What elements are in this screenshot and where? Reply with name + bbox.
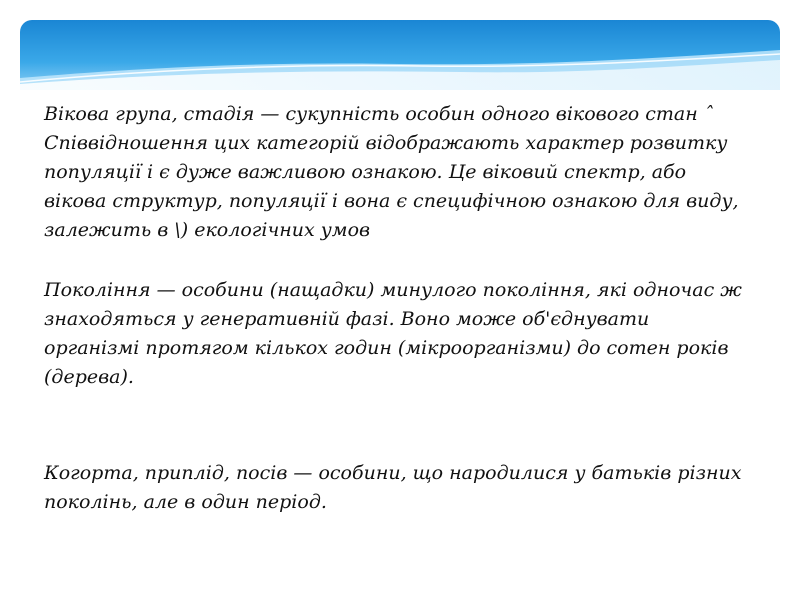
slide-body	[44, 100, 744, 517]
paragraph-age-group: Вікова група, стадія — сукупність особин одного вікового стан ˆ Співвідношення цих категорій відображають характер розвитку популяції і є дуже важливою ознакою. Це віковий спектр, або вікова структур, популяції і вона є специфічною ознакою для виду, залежить в \) екологічних умов	[44, 103, 739, 241]
header-wave-banner	[20, 20, 780, 90]
paragraph-cohort: Когорта, приплід, посів — особини, що народилися у батьків різних поколінь, але в один період.	[44, 462, 742, 513]
wave-graphic	[20, 20, 780, 90]
paragraph-generation: Покоління — особини (нащадки) минулого покоління, які одночас ж знаходяться у генеративній фазі. Воно може об'єднувати організмі протягом кількох годин (мікроорганізми) до сотен років (дерева).	[44, 279, 742, 388]
